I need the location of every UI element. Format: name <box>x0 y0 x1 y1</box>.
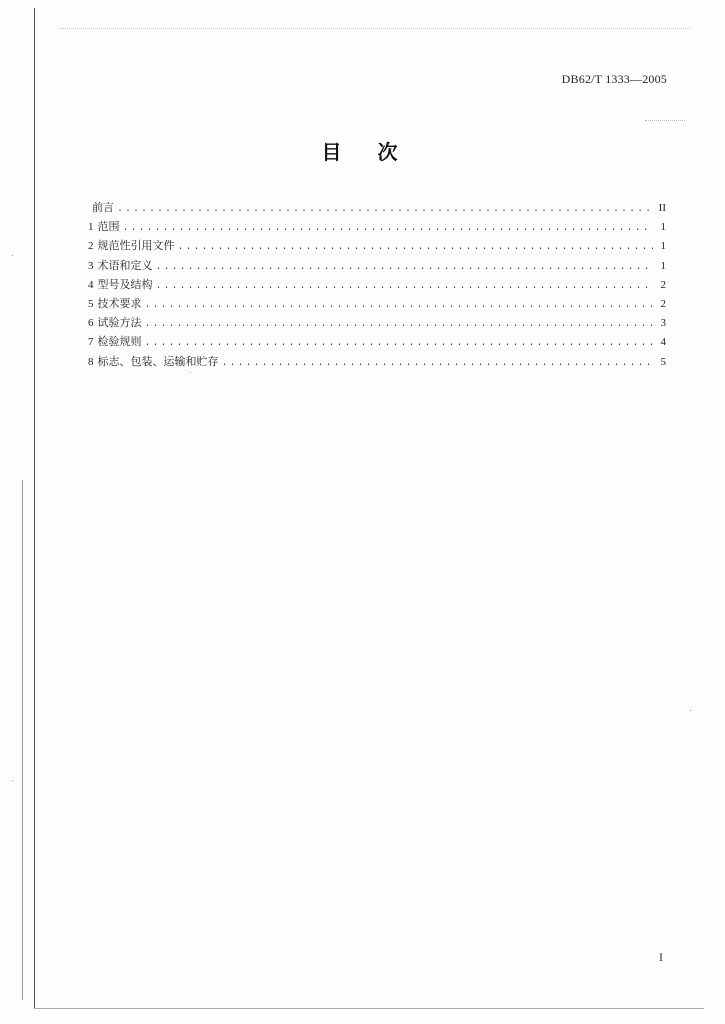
toc-entry-number: 7 <box>88 336 94 349</box>
toc-entry-label: 范围 <box>97 220 120 234</box>
toc-entry-normative-references[interactable] <box>88 236 666 255</box>
toc-entry-foreword[interactable] <box>88 198 666 217</box>
scan-speck <box>690 710 691 711</box>
document-number: DB62/T 1333—2005 <box>561 72 667 86</box>
toc-leader-dots <box>123 219 654 238</box>
scan-speck <box>12 255 13 256</box>
toc-entry-number: 4 <box>88 278 94 291</box>
toc-entry-number: 5 <box>88 297 94 310</box>
scan-artifact-top <box>60 28 690 30</box>
toc-entry-page: 5 <box>660 355 666 368</box>
toc-entry-scope[interactable] <box>88 217 666 236</box>
toc-entry-marking-packaging[interactable] <box>88 352 666 371</box>
toc-entry-label: 试验方法 <box>97 316 142 330</box>
toc-entry-number: 6 <box>88 317 94 330</box>
toc-leader-dots <box>156 258 654 277</box>
toc-entry-page: 3 <box>660 317 666 330</box>
toc-entry-number: 1 <box>88 221 94 234</box>
toc-entry-page: 2 <box>660 297 666 310</box>
scan-artifact-right <box>645 120 685 122</box>
toc-entry-number: 8 <box>88 355 94 368</box>
toc-leader-dots <box>156 277 654 296</box>
toc-entry-page: II <box>658 202 666 214</box>
toc-entry-page: 2 <box>660 278 666 291</box>
toc-entry-inspection-rules[interactable] <box>88 332 666 351</box>
table-of-contents <box>88 198 666 371</box>
page-number: I <box>659 950 663 964</box>
toc-leader-dots <box>145 296 654 315</box>
toc-entry-label: 检验规则 <box>97 335 142 349</box>
toc-entry-technical-requirements[interactable] <box>88 294 666 313</box>
toc-leader-dots <box>117 200 653 219</box>
scan-speck <box>12 780 13 781</box>
toc-entry-number: 2 <box>88 240 94 253</box>
toc-entry-test-methods[interactable] <box>88 313 666 332</box>
toc-entry-model-structure[interactable] <box>88 275 666 294</box>
toc-entry-label: 规范性引用文件 <box>97 239 175 253</box>
scan-speck <box>190 372 191 373</box>
toc-entry-page: 1 <box>660 221 666 234</box>
toc-entry-label: 前言 <box>92 201 114 214</box>
toc-entry-page: 1 <box>660 240 666 253</box>
toc-entry-page: 4 <box>660 336 666 349</box>
toc-entry-terms-definitions[interactable] <box>88 256 666 275</box>
toc-entry-number: 3 <box>88 259 94 272</box>
toc-entry-label: 技术要求 <box>97 296 142 310</box>
scan-artifact-bottom <box>34 1008 704 1009</box>
toc-entry-label: 型号及结构 <box>97 277 153 291</box>
toc-leader-dots <box>222 354 654 373</box>
toc-entry-label: 术语和定义 <box>97 258 153 272</box>
toc-entry-page: 1 <box>660 259 666 272</box>
toc-leader-dots <box>145 334 654 353</box>
toc-leader-dots <box>145 315 654 334</box>
toc-leader-dots <box>178 238 654 257</box>
page-title: 目次 <box>321 140 434 164</box>
binding-edge-shadow <box>22 480 23 1000</box>
toc-entry-label: 标志、包装、运输和贮存 <box>97 354 219 368</box>
